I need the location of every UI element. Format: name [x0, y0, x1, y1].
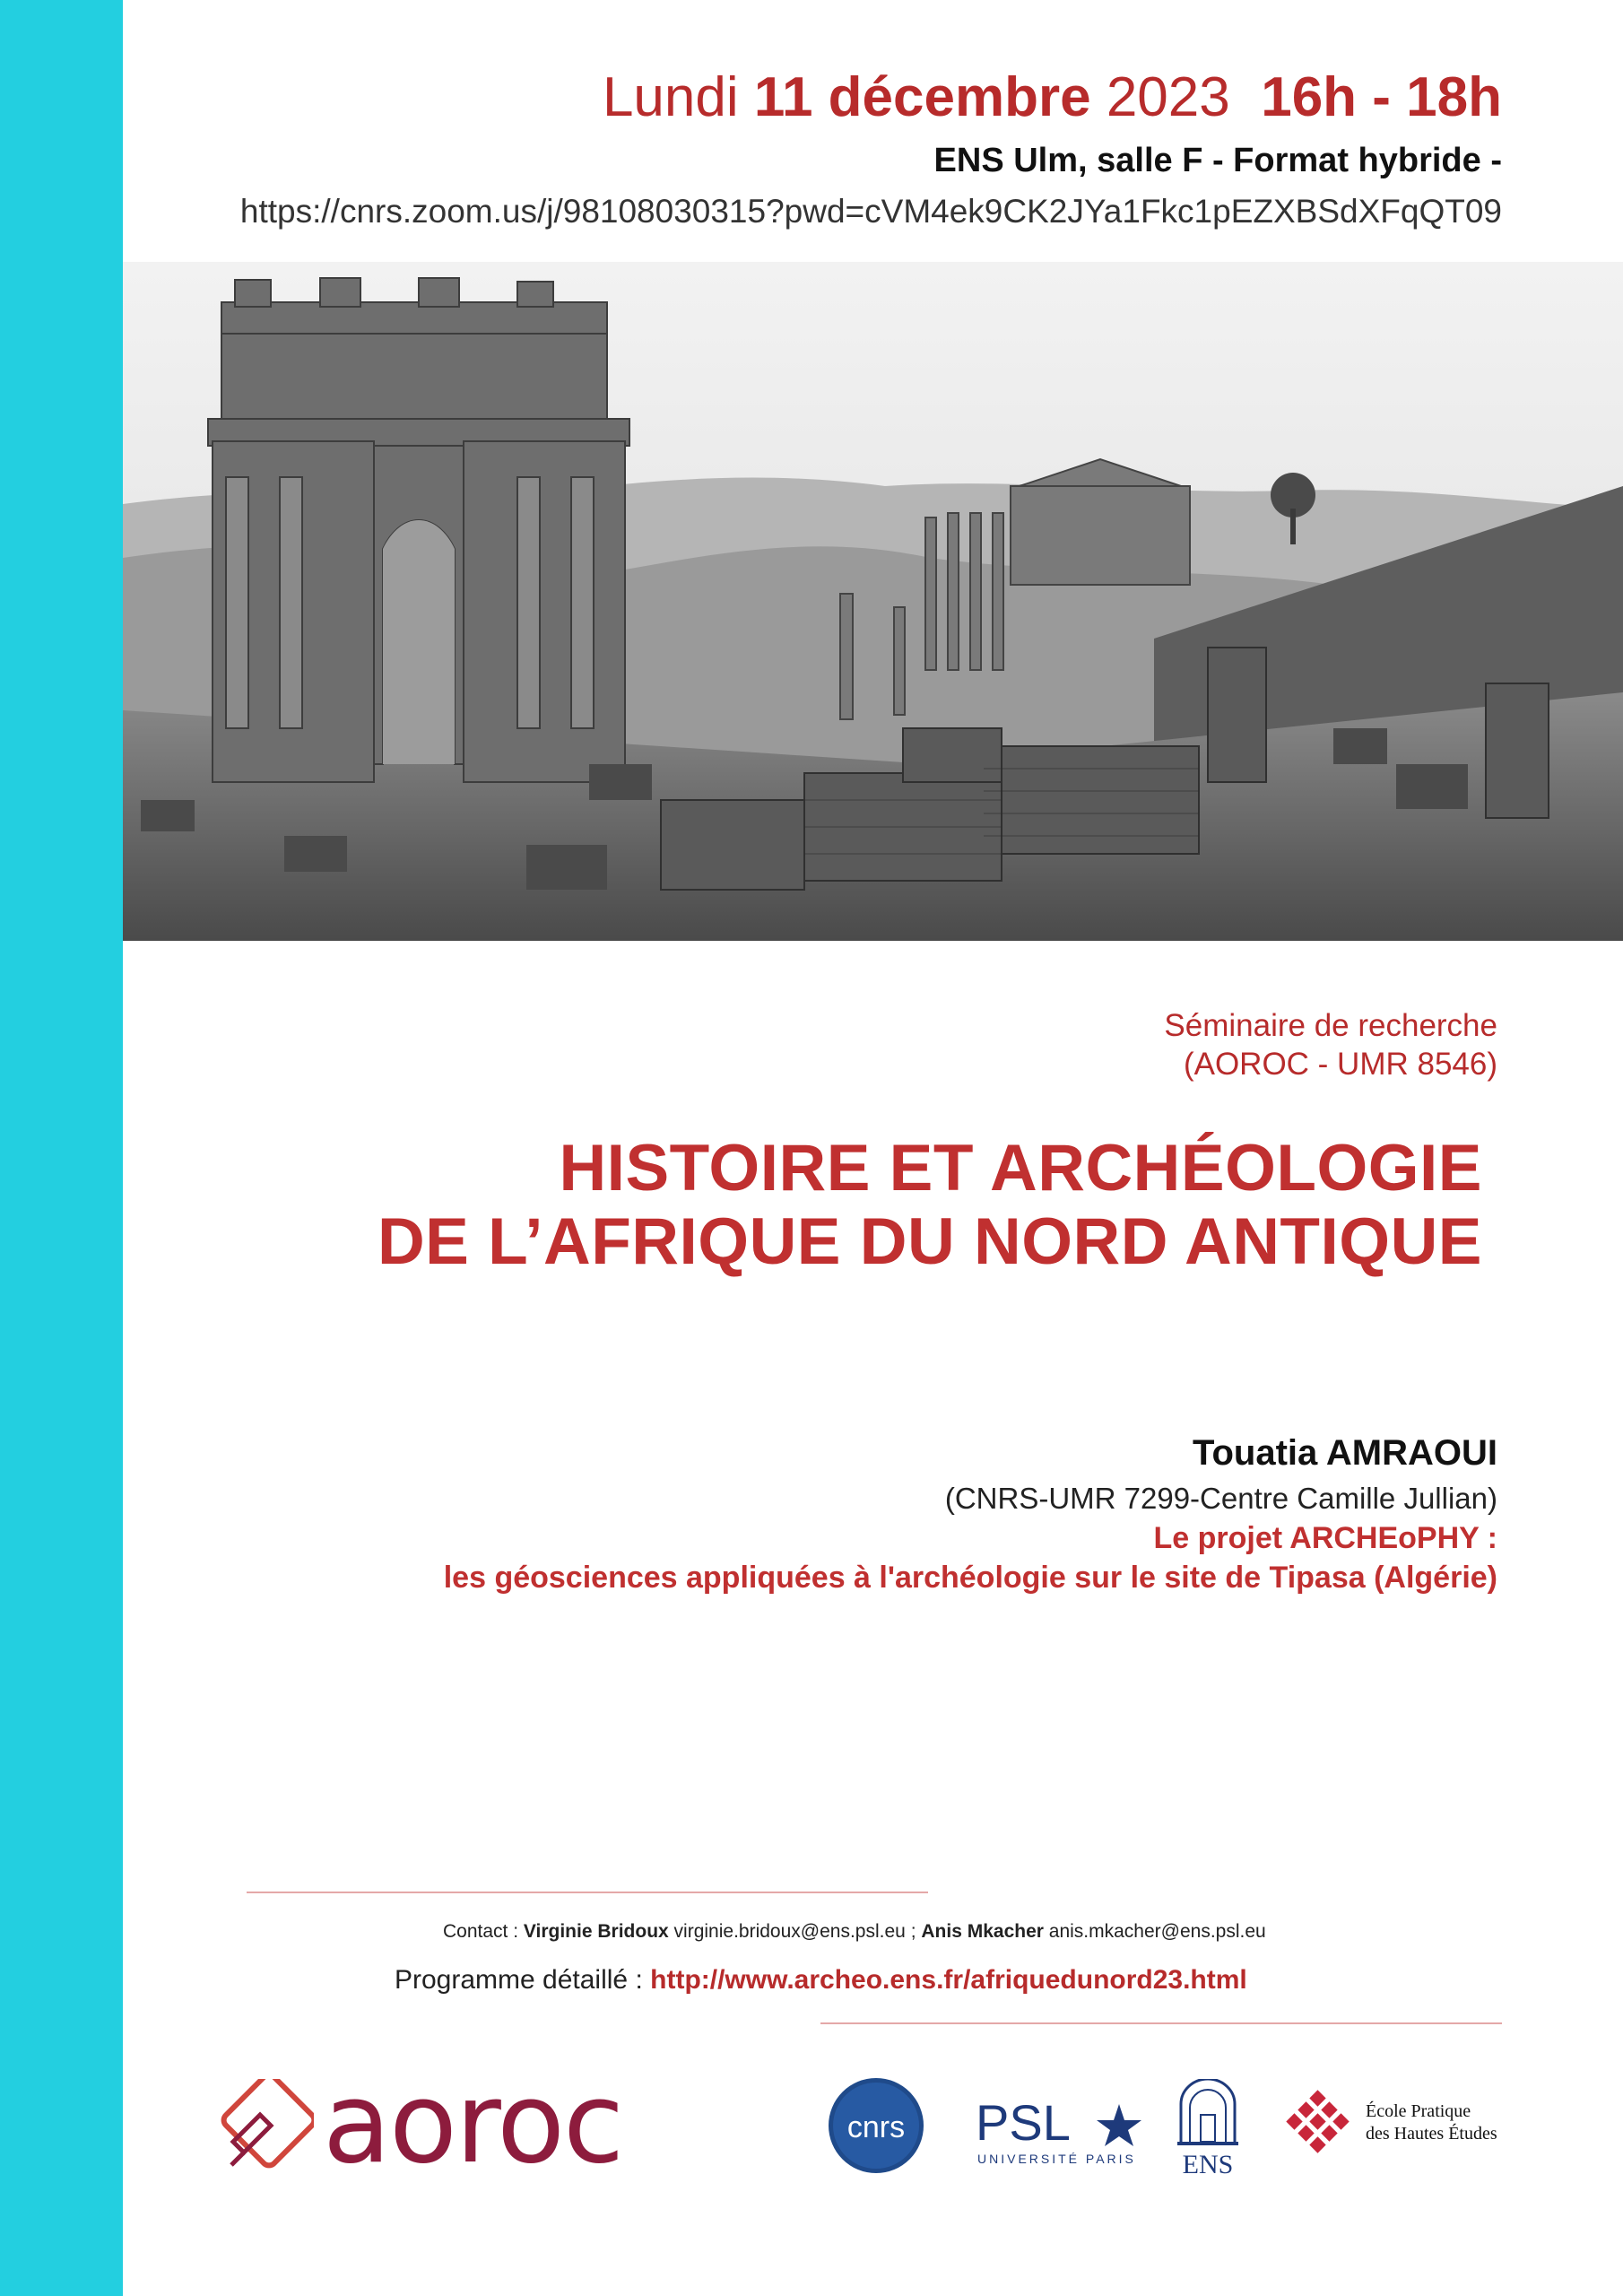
svg-text:PSL: PSL: [976, 2094, 1071, 2151]
ens-logo: [1170, 2079, 1246, 2182]
seminar-line2: (AOROC - UMR 8546): [1183, 1047, 1497, 1082]
contact2-name: Anis Mkacher: [921, 1921, 1044, 1942]
seminar-info: [1164, 1006, 1497, 1083]
contact-separator: ;: [910, 1921, 916, 1942]
main-title-line2: DE L’AFRIQUE DU NORD ANTIQUE: [377, 1205, 1482, 1278]
divider-top: [247, 1892, 928, 1893]
main-title: [378, 1132, 1482, 1279]
psl-star-icon: [976, 2093, 1141, 2170]
contact1-name: Virginie Bridoux: [523, 1921, 669, 1942]
contact-label: Contact :: [443, 1921, 519, 1942]
programme-line: [395, 1965, 1247, 1996]
event-date-bold: 11 décembre: [753, 66, 1091, 128]
event-date: [602, 66, 1502, 128]
ephe-line1: École Pratique: [1366, 2101, 1471, 2121]
ephe-logo: [1280, 2088, 1523, 2169]
event-day: Lundi: [602, 66, 739, 128]
talk-title: [444, 1518, 1497, 1597]
speaker-affiliation: (CNRS-UMR 7299-Centre Camille Jullian): [944, 1482, 1497, 1515]
zoom-link[interactable]: https://cnrs.zoom.us/j/98108030315?pwd=cVM4ek9CK2JYa1Fkc1pEZXBSdXFqQT09: [239, 193, 1502, 230]
talk-title-line2: les géosciences appliquées à l'archéologie sur le site de Tipasa (Algérie): [443, 1561, 1497, 1595]
programme-label: Programme détaillé :: [395, 1965, 643, 1995]
cnrs-logo: [827, 2076, 925, 2175]
aoroc-emblem-icon: [206, 2079, 314, 2187]
speaker-name: Touatia AMRAOUI: [1193, 1433, 1497, 1473]
event-year: 2023: [1106, 66, 1230, 128]
aoroc-wordmark: aoroc: [323, 2059, 623, 2188]
event-venue: ENS Ulm, salle F - Format hybride -: [933, 142, 1502, 179]
main-title-line1: HISTOIRE ET ARCHÉOLOGIE: [559, 1132, 1482, 1205]
programme-link[interactable]: http://www.archeo.ens.fr/afriquedunord23.html: [650, 1965, 1247, 1995]
svg-text:ENS: ENS: [1182, 2150, 1234, 2179]
talk-title-line1: Le projet ARCHEoPHY :: [1153, 1521, 1497, 1555]
cnrs-circle-icon: [827, 2076, 925, 2175]
ephe-diamond-icon: [1280, 2088, 1357, 2164]
ens-building-icon: [1170, 2079, 1246, 2182]
contact2-email[interactable]: anis.mkacher@ens.psl.eu: [1048, 1921, 1266, 1942]
svg-text:UNIVERSITÉ PARIS: UNIVERSITÉ PARIS: [977, 2152, 1136, 2166]
svg-text:cnrs: cnrs: [846, 2110, 906, 2144]
divider-bottom: [820, 2022, 1502, 2024]
aoroc-logo: [206, 2059, 690, 2188]
psl-logo: [976, 2093, 1141, 2170]
contact-line: [443, 1921, 1266, 1943]
ephe-line2: des Hautes Études: [1366, 2124, 1497, 2144]
left-color-band: [0, 0, 123, 2296]
event-time: 16h - 18h: [1261, 66, 1502, 128]
contact1-email[interactable]: virginie.bridoux@ens.psl.eu: [673, 1921, 906, 1942]
ruins-photo: [123, 262, 1623, 941]
ephe-wordmark: [1366, 2100, 1497, 2145]
seminar-line1: Séminaire de recherche: [1164, 1008, 1497, 1043]
